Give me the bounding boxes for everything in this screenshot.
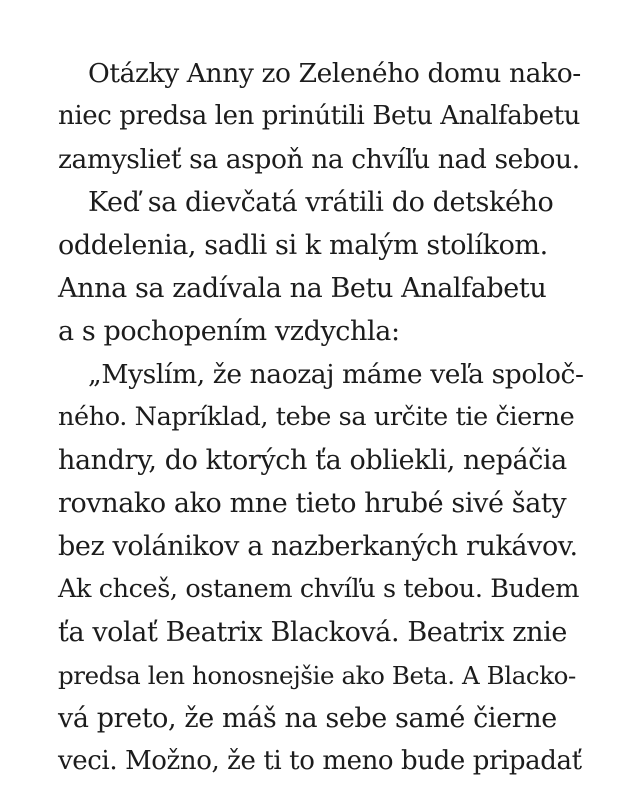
text-line: Anna sa zadívala na Betu Analfabetu xyxy=(58,273,547,304)
text-line: veci. Možno, že ti to meno bude pripadať xyxy=(58,746,582,776)
text-line: Ak chceš, ostanem chvíľu s tebou. Budem xyxy=(58,574,579,604)
text-line: Keď sa dievčatá vrátili do detského xyxy=(88,187,554,218)
text-line: vá preto, že máš na sebe samé čierne xyxy=(58,703,557,734)
text-line: Otázky Anny zo Zeleného domu nako- xyxy=(88,58,581,89)
text-line: oddelenia, sadli si k malým stolíkom. xyxy=(58,230,548,261)
text-line: ťa volať Beatrix Blacková. Beatrix znie xyxy=(58,617,567,648)
text-line: a s pochopením vzdychla: xyxy=(58,316,400,347)
text-line: ného. Napríklad, tebe sa určite tie čierne xyxy=(58,402,575,432)
text-line: bez volánikov a nazberkaných rukávov. xyxy=(58,531,578,562)
text-line: niec predsa len prinútili Betu Analfabetu xyxy=(58,101,580,131)
text-line: handry, do ktorých ťa obliekli, nepáčia xyxy=(58,445,567,476)
text-line: „Myslím, že naozaj máme veľa spoloč- xyxy=(88,359,584,390)
text-line: rovnako ako mne tieto hrubé sivé šaty xyxy=(58,488,567,519)
text-line: predsa len honosnejšie ako Beta. A Blacko- xyxy=(58,661,576,690)
text-line: zamyslieť sa aspoň na chvíľu nad sebou. xyxy=(58,144,580,175)
